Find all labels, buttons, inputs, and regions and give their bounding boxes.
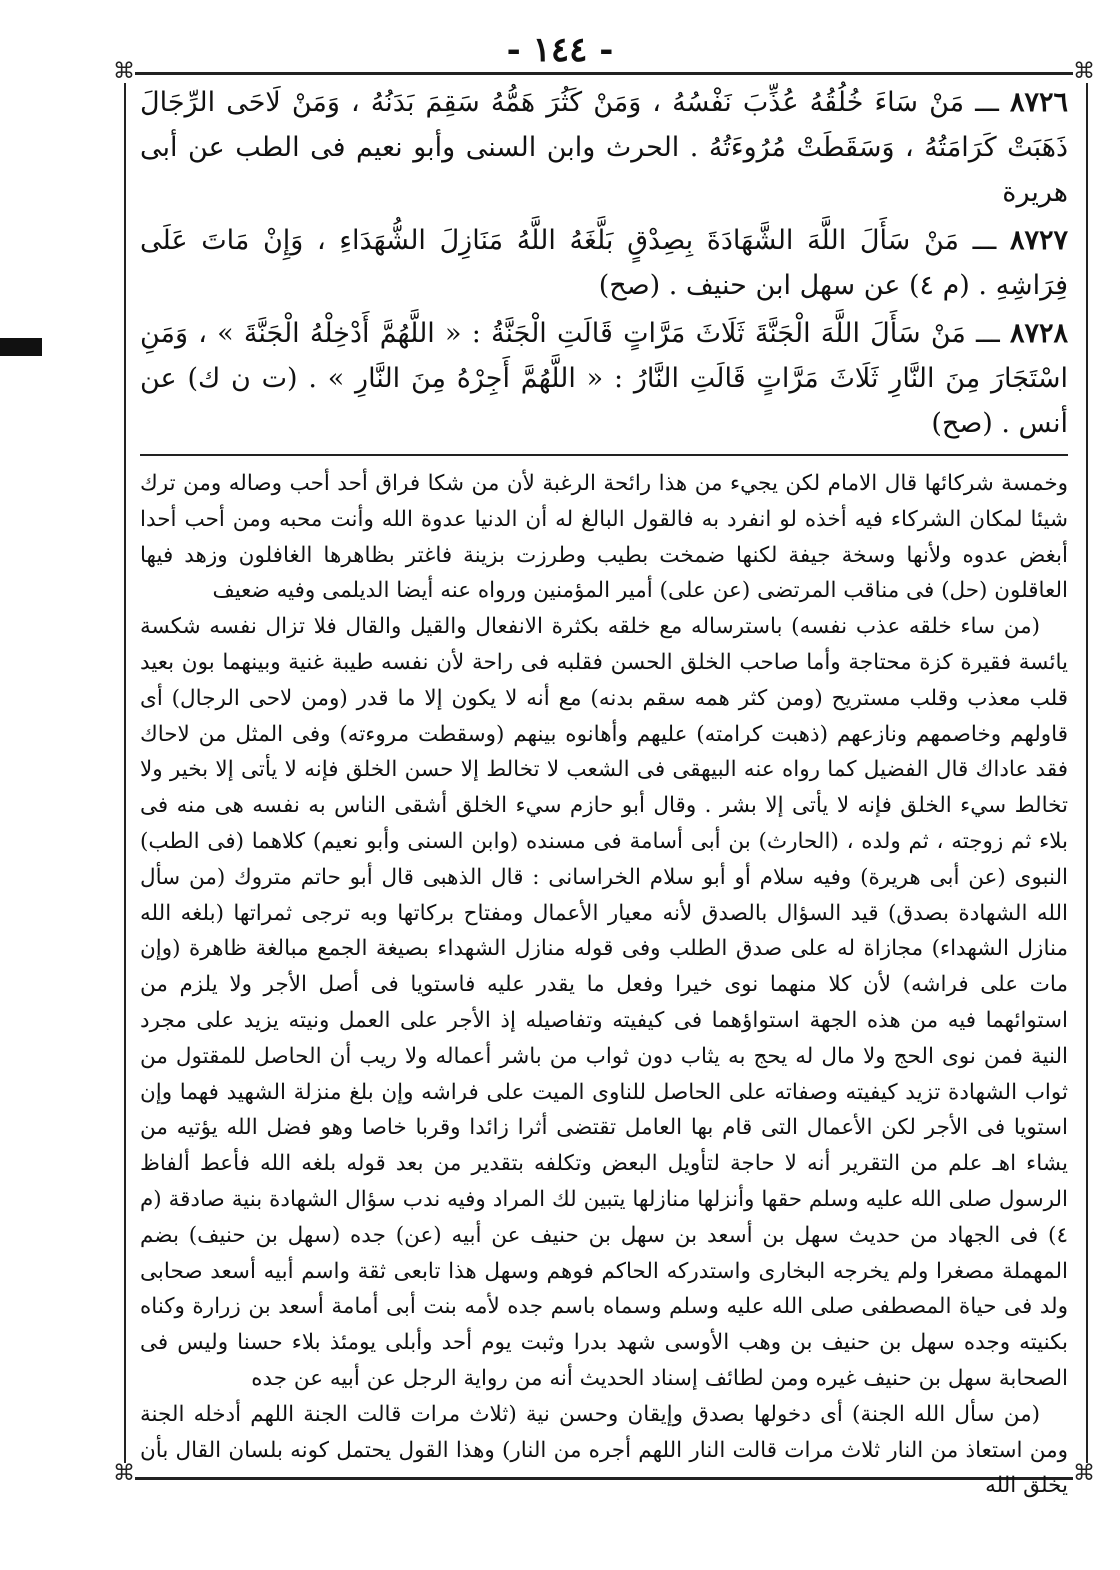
hadith-number: ٨٧٢٦ <box>1009 87 1068 118</box>
hadith-text: مَنْ سَأَلَ اللَّهَ الشَّهَادَةَ بِصِدْقٍ بَلَّغَهُ اللَّهُ مَنَازِلَ الشُّهَدَاءِ ، وَإِنْ مَاتَ عَلَى فِرَاشِهِ . (م ٤) عن سهل ابن حنيف . (صح) <box>140 225 1068 301</box>
hadith-number: ٨٧٢٨ <box>1009 318 1068 349</box>
hadith-text: مَنْ سَاءَ خُلُقُهُ عُذِّبَ نَفْسُهُ ، وَمَنْ كَثُرَ هَمُّهُ سَقِمَ بَدَنُهُ ، وَمَنْ لَاحَى الرِّجَالَ ذَهَبَتْ كَرَامَتُهُ ، وَسَقَطَتْ مُرُوءَتُهُ . الحرث وابن السنى وأبو نعيم فى الطب عن أبى هريرة <box>140 87 1068 208</box>
commentary-paragraph: (من سأل الله الجنة) أى دخولها بصدق وإيقان وحسن نية (ثلاث مرات قالت الجنة اللهم أدخله الجنة ومن استعاذ من النار ثلاث مرات قالت النار اللهم أجره من النار) وهذا القول يحتمل كونه بلسان القال بأن يخلق الله <box>140 1401 1068 1499</box>
hadith-entry: ٨٧٢٦ ـــ مَنْ سَاءَ خُلُقُهُ عُذِّبَ نَفْسُهُ ، وَمَنْ كَثُرَ هَمُّهُ سَقِمَ بَدَنُهُ ، وَمَنْ لَاحَى الرِّجَالَ ذَهَبَتْ كَرَامَتُهُ ، وَسَقَطَتْ مُرُوءَتُهُ . الحرث وابن السنى وأبو نعيم فى الطب عن أبى هريرة <box>140 87 1068 208</box>
commentary-paragraph: (من ساء خلقه عذب نفسه) باسترساله مع خلقه بكثرة الانفعال والقيل والقال فلا تزال نفسه شكسة يائسة فقيرة كزة محتاجة وأما صاحب الخلق الحسن فقلبه فى راحة لأن نفسه طيبة غنية وبينهما بون بعيد قلب معذب وقلب مستريح (ومن كثر همه سقم بدنه) مع أنه لا يكون إلا ما قدر (ومن لاحى الرجال) أى قاولهم وخاصمهم ونازعهم (ذهبت كرامته) عليهم وأهانوه بينهم (وسقطت مروءته) وفى المثل من لاحاك فقد عاداك قال الفضيل كما رواه عنه البيهقى فى الشعب لا تخالط إلا حسن الخلق فإنه لا يأتى إلا بخير ولا تخالط سيء الخلق فإنه لا يأتى إلا بشر . وقال أبو حازم سيء الخلق أشقى الناس به نفسه هى منه فى بلاء ثم زوجته ، ثم ولده ، (الحارث) بن أبى أسامة فى مسنده (وابن السنى وأبو نعيم) كلاهما (فى الطب) النبوى (عن أبى هريرة) وفيه سلام أو أبو سلام الخراسانى : قال الذهبى قال أبو حاتم متروك (من سأل الله الشهادة بصدق) قيد السؤال بالصدق لأنه معيار الأعمال ومفتاح بركاتها وبه ترجى ثمراتها (بلغه الله منازل الشهداء) مجازاة له على صدق الطلب وفى قوله منازل الشهداء بصيغة الجمع مبالغة ظاهرة (وإن مات على فراشه) لأن كلا منهما نوى خيرا وفعل ما يقدر عليه فاستويا فى أصل الأجر ولا يلزم من استوائهما فيه من هذه الجهة استواؤهما فى كيفيته وتفاصيله إذ الأجر على العمل ونيته يزيد على مجرد النية فمن نوى الحج ولا مال له يحج به يثاب دون ثواب من باشر أعماله ولا ريب أن الحاصل للمقتول من ثواب الشهادة تزيد كيفيته وصفاته على الحاصل للناوى الميت على فراشه وإن بلغ منزلة الشهيد فهما وإن استويا فى الأجر لكن الأعمال التى قام بها العامل تقتضى أثرا زائدا وقربا خاصا وهو فضل الله يؤتيه من يشاء اهـ علم من التقرير أنه لا حاجة لتأويل البعض وتكلفه بتقدير من بعد قوله بلغه الله فأعط ألفاظ الرسول صلى الله عليه وسلم حقها وأنزلها منازلها يتبين لك المراد وفيه ندب سؤال الشهادة بنية صادقة (م ٤) فى الجهاد من حديث سهل بن أسعد بن سهل بن حنيف عن أبيه (عن) جده (سهل بن حنيف) بضم المهملة مصغرا ولم يخرجه البخارى واستدركه الحاكم فوهم وسهل هذا تابعى ثقة واسم أبيه أسعد صحابى ولد فى حياة المصطفى صلى الله عليه وسلم وسماه باسم جده لأمه بنت أبى أمامة أسعد بن زرارة وكناه بكنيته وجده سهل بن حنيف بن وهب الأوسى شهد بدرا وثبت يوم أحد وأبلى يومئذ بلاء حسنا وليس فى الصحابة سهل بن حنيف غيره ومن لطائف إسناد الحديث أنه من رواية الرجل عن أبيه عن جده <box>140 614 1068 1391</box>
hadith-number: ٨٧٢٧ <box>1009 225 1068 256</box>
corner-ornament-icon: ⌘ <box>1073 59 1095 84</box>
hadith-entry: ٨٧٢٧ ـــ مَنْ سَأَلَ اللَّهَ الشَّهَادَةَ بِصِدْقٍ بَلَّغَهُ اللَّهُ مَنَازِلَ الشُّهَدَاءِ ، وَإِنْ مَاتَ عَلَى فِرَاشِهِ . (م ٤) عن سهل ابن حنيف . (صح) <box>140 225 1068 301</box>
hadith-entry: ٨٧٢٨ ـــ مَنْ سَأَلَ اللَّهَ الْجَنَّةَ ثَلَاثَ مَرَّاتٍ قَالَتِ الْجَنَّةُ : « اللَّهُمَّ أَدْخِلْهُ الْجَنَّةَ » ، وَمَنِ اسْتَجَارَ مِنَ النَّارِ ثَلَاثَ مَرَّاتٍ قَالَتِ النَّارُ : « اللَّهُمَّ أَجِرْهُ مِنَ النَّارِ » . (ت ن ك) عن أنس . (صح) <box>140 318 1068 439</box>
hadith-text: مَنْ سَأَلَ اللَّهَ الْجَنَّةَ ثَلَاثَ مَرَّاتٍ قَالَتِ الْجَنَّةُ : « اللَّهُمَّ أَدْخِلْهُ الْجَنَّةَ » ، وَمَنِ اسْتَجَارَ مِنَ النَّارِ ثَلَاثَ مَرَّاتٍ قَالَتِ النَّارُ : « اللَّهُمَّ أَجِرْهُ مِنَ النَّارِ » . (ت ن ك) عن أنس . (صح) <box>140 318 1068 439</box>
page-content <box>140 80 1068 1499</box>
margin-mark <box>0 338 42 356</box>
corner-ornament-icon: ⌘ <box>113 1461 135 1486</box>
section-divider <box>140 454 1068 456</box>
corner-ornament-icon: ⌘ <box>113 59 135 84</box>
corner-ornament-icon: ⌘ <box>1073 1461 1095 1486</box>
commentary-paragraph: وخمسة شركائها قال الامام لكن يجيء من هذا رائحة الرغبة لأن من شكا فراق أحد أحب وصاله ومن ترك شيئا لمكان الشركاء فيه أخذه لو انفرد به فالقول البالغ له أن الدنيا عدوة الله وأنت محبه ومن أحب أحدا أبغض عدوه ولأنها وسخة جيفة لكنها ضمخت بطيب وطرزت بزينة فاغتر بظاهرها الغافلون وزهد فيها العاقلون (حل) فى مناقب المرتضى (عن على) أمير المؤمنين ورواه عنه أيضا الديلمى وفيه ضعيف <box>140 471 1068 604</box>
page-number: - ١٤٤ - <box>506 30 614 70</box>
